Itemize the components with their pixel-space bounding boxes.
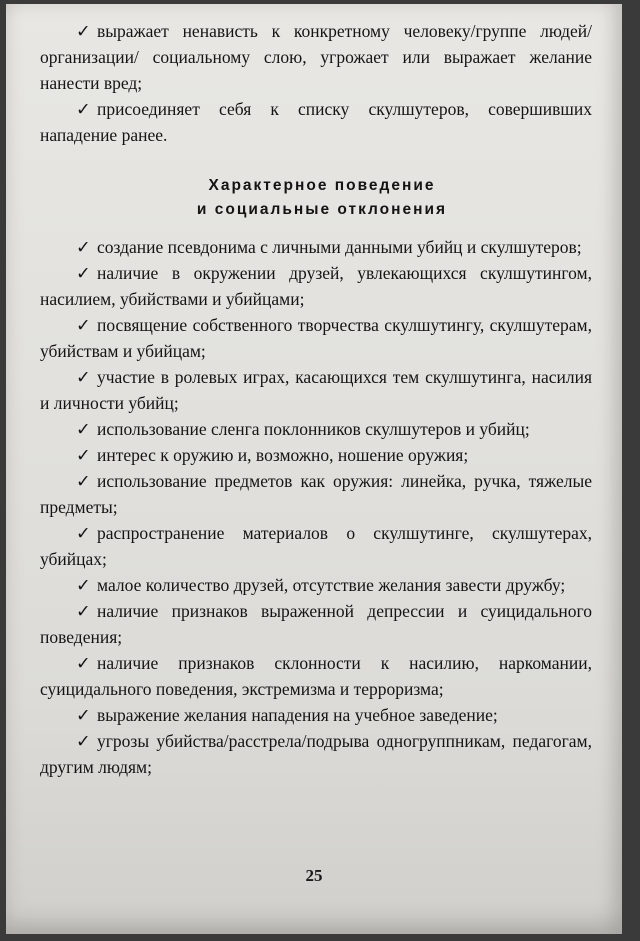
list-item	[40, 520, 592, 572]
list-item	[40, 312, 592, 364]
list-item	[40, 650, 592, 702]
checkmark-icon: ✓	[76, 523, 91, 543]
list-item	[40, 260, 592, 312]
list-item	[40, 598, 592, 650]
checkmark-icon: ✓	[76, 653, 91, 673]
book-page	[6, 4, 622, 934]
list-item-text: участие в ролевых играх, касающихся тем скулшутинга, насилия и личности убийц;	[40, 367, 592, 413]
list-item-text: наличие в окружении друзей, увлекающихся скулшутингом, насилием, убийствами и убийцами;	[40, 263, 592, 309]
checkmark-icon: ✓	[76, 99, 91, 119]
intro-item	[40, 96, 592, 148]
list-item-text: малое количество друзей, отсутствие желания завести дружбу;	[97, 575, 566, 595]
list-item	[40, 416, 592, 442]
checkmark-icon: ✓	[76, 367, 91, 387]
list-item-text: распространение материалов о скулшутинге, скулшутерах, убийцах;	[40, 523, 592, 569]
checkmark-icon: ✓	[76, 471, 91, 491]
section-heading-line-1: Характерное поведение	[208, 177, 436, 194]
section-heading-line-2: и социальные отклонения	[196, 201, 448, 218]
list-item	[40, 572, 592, 598]
list-item	[40, 728, 592, 780]
list-item-text: посвящение собственного творчества скулшутингу, скулшутерам, убийствам и убийцам;	[40, 315, 592, 361]
checkmark-icon: ✓	[76, 705, 91, 725]
checkmark-icon: ✓	[76, 575, 91, 595]
checkmark-icon: ✓	[76, 237, 91, 257]
list-item-text: использование сленга поклонников скулшутеров и убийц;	[97, 419, 530, 439]
list-item-text: интерес к оружию и, возможно, ношение оружия;	[97, 445, 469, 465]
checkmark-icon: ✓	[76, 21, 91, 41]
intro-item-text: выражает ненависть к конкретному человеку/группе людей/организации/ социальному слою, угрожает или выражает желание нанести вред;	[40, 21, 592, 93]
list-item-text: угрозы убийства/расстрела/подрыва одногруппникам, педагогам, другим людям;	[40, 731, 592, 777]
intro-item-text: присоединяет себя к списку скулшутеров, совершивших нападение ранее.	[40, 99, 592, 145]
list-item-text: наличие признаков выраженной депрессии и суицидального поведения;	[40, 601, 592, 647]
list-item	[40, 702, 592, 728]
checkmark-icon: ✓	[76, 315, 91, 335]
checkmark-icon: ✓	[76, 731, 91, 751]
page-content	[40, 18, 592, 780]
list-item	[40, 468, 592, 520]
list-item	[40, 234, 592, 260]
list-item-text: наличие признаков склонности к насилию, наркомании, суицидального поведения, экстремизма и терроризма;	[40, 653, 592, 699]
checkmark-icon: ✓	[76, 419, 91, 439]
section-heading	[52, 174, 592, 222]
list-item	[40, 442, 592, 468]
list-item-text: использование предметов как оружия: линейка, ручка, тяжелые предметы;	[40, 471, 592, 517]
checkmark-icon: ✓	[76, 601, 91, 621]
list-item-text: выражение желания нападения на учебное заведение;	[97, 705, 498, 725]
list-item	[40, 364, 592, 416]
list-item-text: создание псевдонима с личными данными убийц и скулшутеров;	[97, 237, 582, 257]
checkmark-icon: ✓	[76, 263, 91, 283]
intro-item	[40, 18, 592, 96]
checkmark-icon: ✓	[76, 445, 91, 465]
page-number: 25	[305, 866, 323, 885]
